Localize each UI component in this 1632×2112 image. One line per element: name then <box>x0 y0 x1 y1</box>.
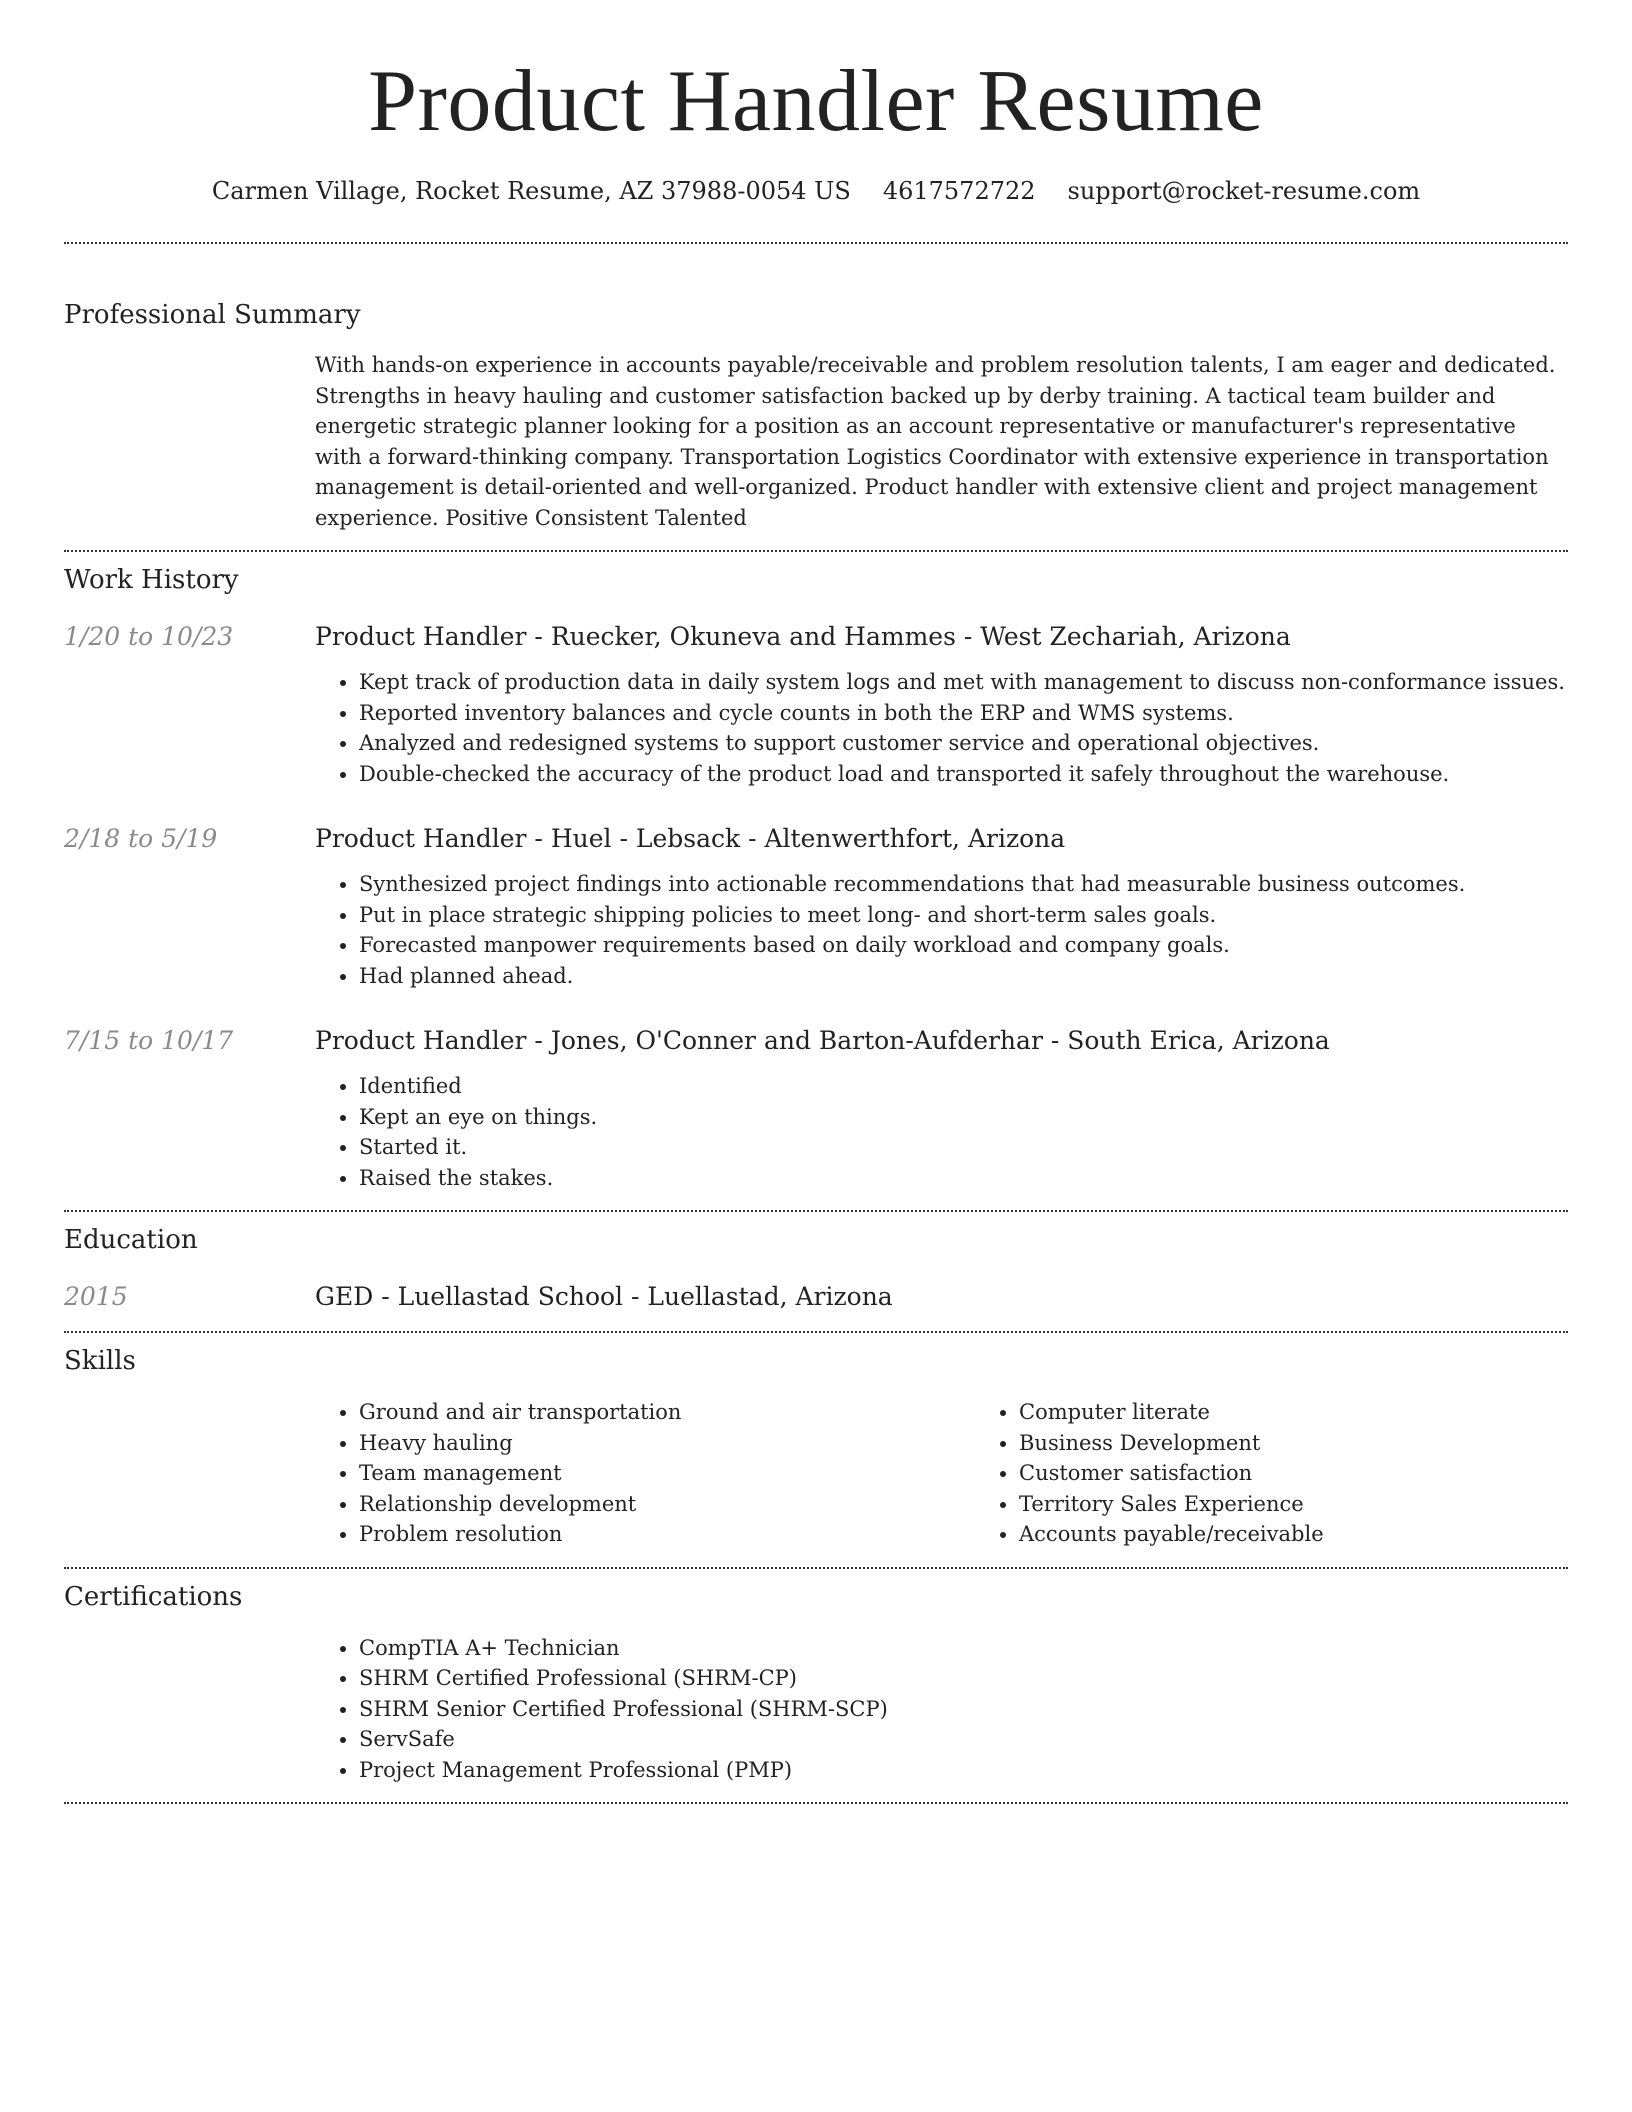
section-work-history <box>64 563 1568 1193</box>
skills-list-right <box>975 1397 1632 1550</box>
contact-email: support@rocket-resume.com <box>1067 177 1421 205</box>
skills-row <box>64 1397 1568 1550</box>
section-skills <box>64 1344 1568 1550</box>
certifications-column <box>315 1633 1568 1786</box>
section-heading-education: Education <box>64 1225 198 1255</box>
job-bullet: • Identified <box>359 1071 1568 1102</box>
education-dates: 2015 <box>64 1282 128 1311</box>
job-bullet: • Forecasted manpower requirements based on daily workload and company goals. <box>359 930 1568 961</box>
skill-item: • Accounts payable/receivable <box>1019 1519 1632 1550</box>
job-details <box>315 1024 1568 1193</box>
certifications-row <box>64 1633 1568 1786</box>
section-education <box>64 1223 1568 1314</box>
job-dates: 2/18 to 5/19 <box>64 824 218 853</box>
certifications-spacer <box>64 1633 315 1786</box>
contact-address: Carmen Village, Rocket Resume, AZ 37988-0054 US <box>211 177 851 205</box>
divider-header <box>64 242 1568 244</box>
contact-phone: 4617572722 <box>882 177 1036 205</box>
skill-item: • Territory Sales Experience <box>1019 1489 1632 1520</box>
section-summary <box>64 298 1568 533</box>
summary-text: With hands-on experience in accounts payable/receivable and problem resolution talents, I am eager and dedicated. Strengths in heavy hauling and customer satisfaction backed up by derby training. A tactical team builder and energetic strategic planner looking for a position as an account representative or manufacturer's representative with a forward-thinking company. Transportation Logistics Coordinator with extensive experience in transportation management is detail-oriented and well-organized. Product handler with extensive client and project management experience. Positive Consistent Talented <box>315 353 1556 530</box>
skill-item: • Heavy hauling <box>359 1428 975 1459</box>
job-bullet: • Had planned ahead. <box>359 961 1568 992</box>
job-bullet: • Kept track of production data in daily system logs and met with management to discuss non-conformance issues. <box>359 667 1568 698</box>
job-dates: 1/20 to 10/23 <box>64 622 234 651</box>
job-details <box>315 620 1568 789</box>
job-bullet: • Analyzed and redesigned systems to support customer service and operational objectives. <box>359 728 1568 759</box>
job-title: Product Handler - Huel - Lebsack - Altenwerthfort, Arizona <box>315 824 1066 853</box>
section-heading-work: Work History <box>64 565 239 595</box>
job-title: Product Handler - Ruecker, Okuneva and Hammes - West Zechariah, Arizona <box>315 622 1291 651</box>
skills-list-left <box>315 1397 975 1550</box>
certification-item: • ServSafe <box>359 1724 1568 1755</box>
certification-item: • CompTIA A+ Technician <box>359 1633 1568 1664</box>
section-heading-summary: Professional Summary <box>64 300 361 330</box>
job-bullets <box>315 1071 1568 1193</box>
job-details <box>315 822 1568 991</box>
divider-work <box>64 1210 1568 1212</box>
section-heading-skills: Skills <box>64 1346 136 1376</box>
job-bullet: • Put in place strategic shipping policies to meet long- and short-term sales goals. <box>359 900 1568 931</box>
job-bullet: • Synthesized project findings into actionable recommendations that had measurable business outcomes. <box>359 869 1568 900</box>
section-certifications <box>64 1580 1568 1786</box>
section-heading-certifications: Certifications <box>64 1581 243 1612</box>
job-bullet: • Kept an eye on things. <box>359 1102 1568 1133</box>
skill-item: • Ground and air transportation <box>359 1397 975 1428</box>
job-entry <box>64 1024 1568 1193</box>
divider-summary <box>64 550 1568 552</box>
education-entry <box>64 1280 1568 1314</box>
summary-spacer <box>64 350 315 533</box>
divider-certifications <box>64 1802 1568 1804</box>
skills-columns <box>315 1397 1632 1550</box>
education-title: GED - Luellastad School - Luellastad, Arizona <box>315 1282 893 1311</box>
certification-item: • SHRM Senior Certified Professional (SHRM-SCP) <box>359 1694 1568 1725</box>
certification-item: • Project Management Professional (PMP) <box>359 1755 1568 1786</box>
skill-item: • Relationship development <box>359 1489 975 1520</box>
certification-item: • SHRM Certified Professional (SHRM-CP) <box>359 1663 1568 1694</box>
divider-skills <box>64 1567 1568 1569</box>
skills-spacer <box>64 1397 315 1550</box>
skill-item: • Business Development <box>1019 1428 1632 1459</box>
job-title: Product Handler - Jones, O'Conner and Barton-Aufderhar - South Erica, Arizona <box>315 1026 1330 1055</box>
job-bullet: • Raised the stakes. <box>359 1163 1568 1194</box>
job-dates: 7/15 to 10/17 <box>64 1026 234 1055</box>
job-entry <box>64 620 1568 789</box>
skill-item: • Problem resolution <box>359 1519 975 1550</box>
certifications-list <box>315 1633 1568 1786</box>
job-bullet: • Reported inventory balances and cycle counts in both the ERP and WMS systems. <box>359 698 1568 729</box>
job-bullet: • Double-checked the accuracy of the product load and transported it safely throughout the warehouse. <box>359 759 1568 790</box>
contact-line <box>64 174 1568 208</box>
skill-item: • Team management <box>359 1458 975 1489</box>
job-entry <box>64 822 1568 991</box>
skill-item: • Customer satisfaction <box>1019 1458 1632 1489</box>
divider-education <box>64 1331 1568 1333</box>
page-title: Product Handler Resume <box>368 53 1264 150</box>
job-bullet: • Started it. <box>359 1132 1568 1163</box>
job-bullets <box>315 667 1568 789</box>
summary-row <box>64 350 1568 533</box>
skill-item: • Computer literate <box>1019 1397 1632 1428</box>
job-bullets <box>315 869 1568 991</box>
